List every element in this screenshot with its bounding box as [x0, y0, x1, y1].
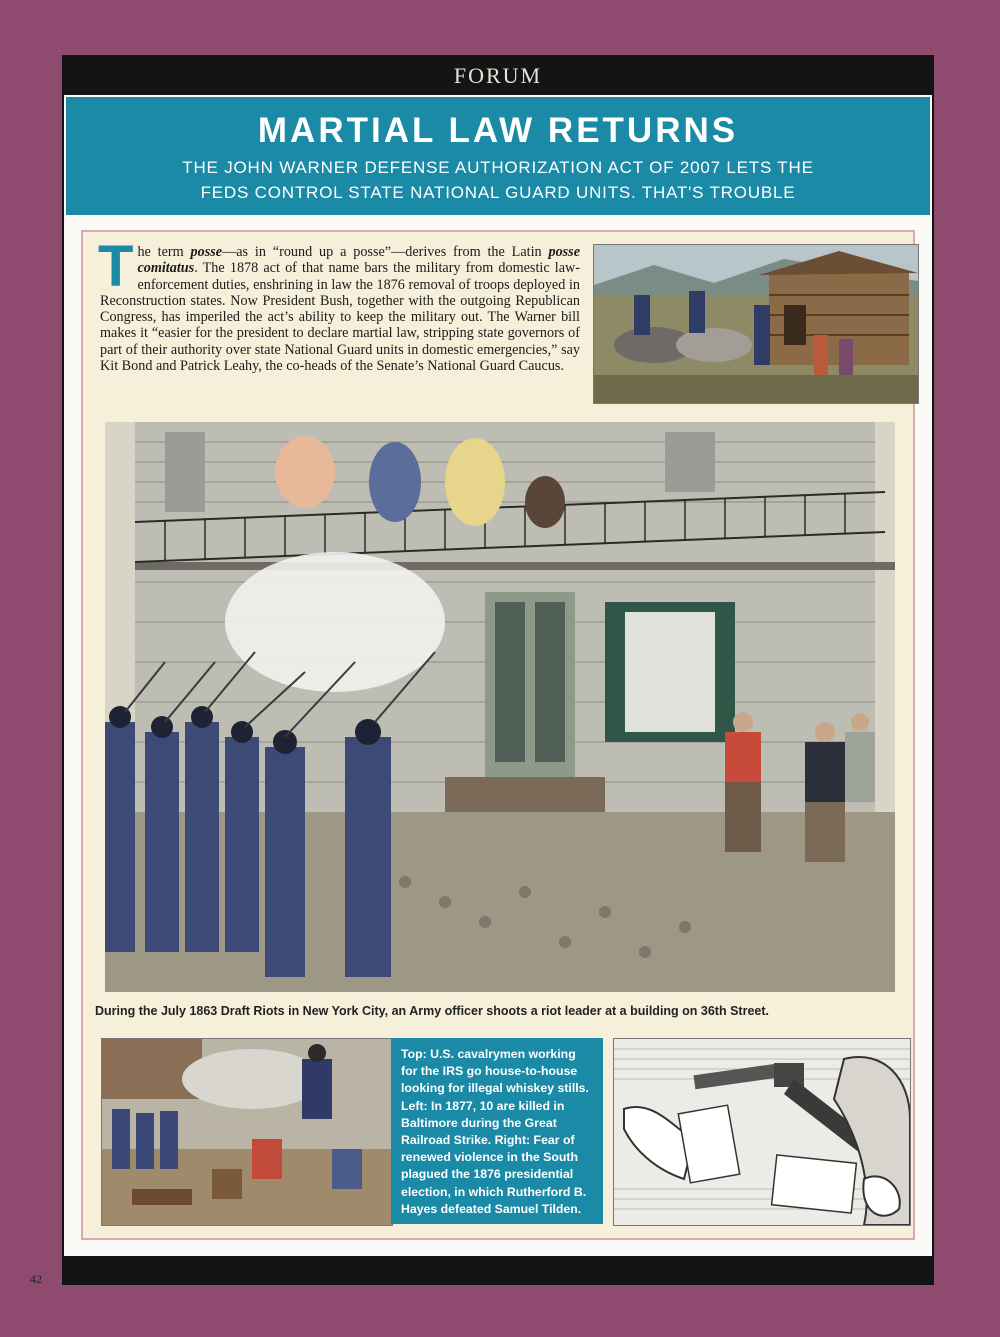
main-caption: During the July 1863 Draft Riots in New York City, an Army officer shoots a riot leader at a building on 36th Street.: [95, 1004, 769, 1018]
article-frame: [81, 230, 915, 1240]
magazine-page: [62, 55, 934, 1285]
headline-banner: [66, 97, 930, 215]
article-text-seg1: he term: [137, 244, 191, 260]
draft-riots-illustration: [105, 422, 895, 992]
section-label: FORUM: [453, 63, 543, 88]
drop-cap: T: [98, 234, 134, 299]
subtitle-line-1: THE JOHN WARNER DEFENSE AUTHORIZATION ACT OF 2007 LETS THE: [182, 158, 814, 177]
content-area: [64, 95, 932, 1256]
baltimore-strike-illustration: [101, 1038, 393, 1226]
election-cartoon-illustration: [613, 1038, 911, 1226]
article-term-posse-comitatus: posse comitatus: [137, 244, 580, 277]
article-text-seg3: —as in “round up a posse”—derives from the Latin: [222, 244, 549, 260]
article-term-posse: posse: [190, 244, 223, 260]
subtitle-line-2: FEDS CONTROL STATE NATIONAL GUARD UNITS. THAT'S TROUBLE: [200, 183, 796, 202]
page-title: MARTIAL LAW RETURNS: [257, 111, 739, 150]
subtitle: [66, 155, 930, 205]
footer-bar: [62, 1256, 934, 1285]
side-caption: Top: U.S. cavalrymen working for the IRS go house-to-house looking for illegal whiskey stills. Left: In 1877, 10 are killed in Baltimore during the Great Railroad Strike. Right: Fear of renewed violence in the South plagued the 1876 presidential election, in which Rutherford B. Hayes defeated Samuel Tilden.: [391, 1038, 603, 1224]
page-number: 42: [30, 1272, 42, 1286]
article-text-seg5: . The 1878 act of that name bars the military from domestic law-enforcement duties, enshrining in law the 1876 removal of troops deployed in Reconstruction states. Now President Bush, together with the outgoing Republican Congress, has imperiled the act’s ability to keep the military out. The Warner bill makes it “easier for the president to declare martial law, stripping state governors of part of their authority over state National Guard units in domestic emergencies,” say Kit Bond and Patrick Leahy, the co-heads of the Senate’s National Guard Caucus.: [100, 260, 580, 375]
article-text: [98, 234, 580, 375]
cavalry-illustration: [593, 244, 919, 404]
